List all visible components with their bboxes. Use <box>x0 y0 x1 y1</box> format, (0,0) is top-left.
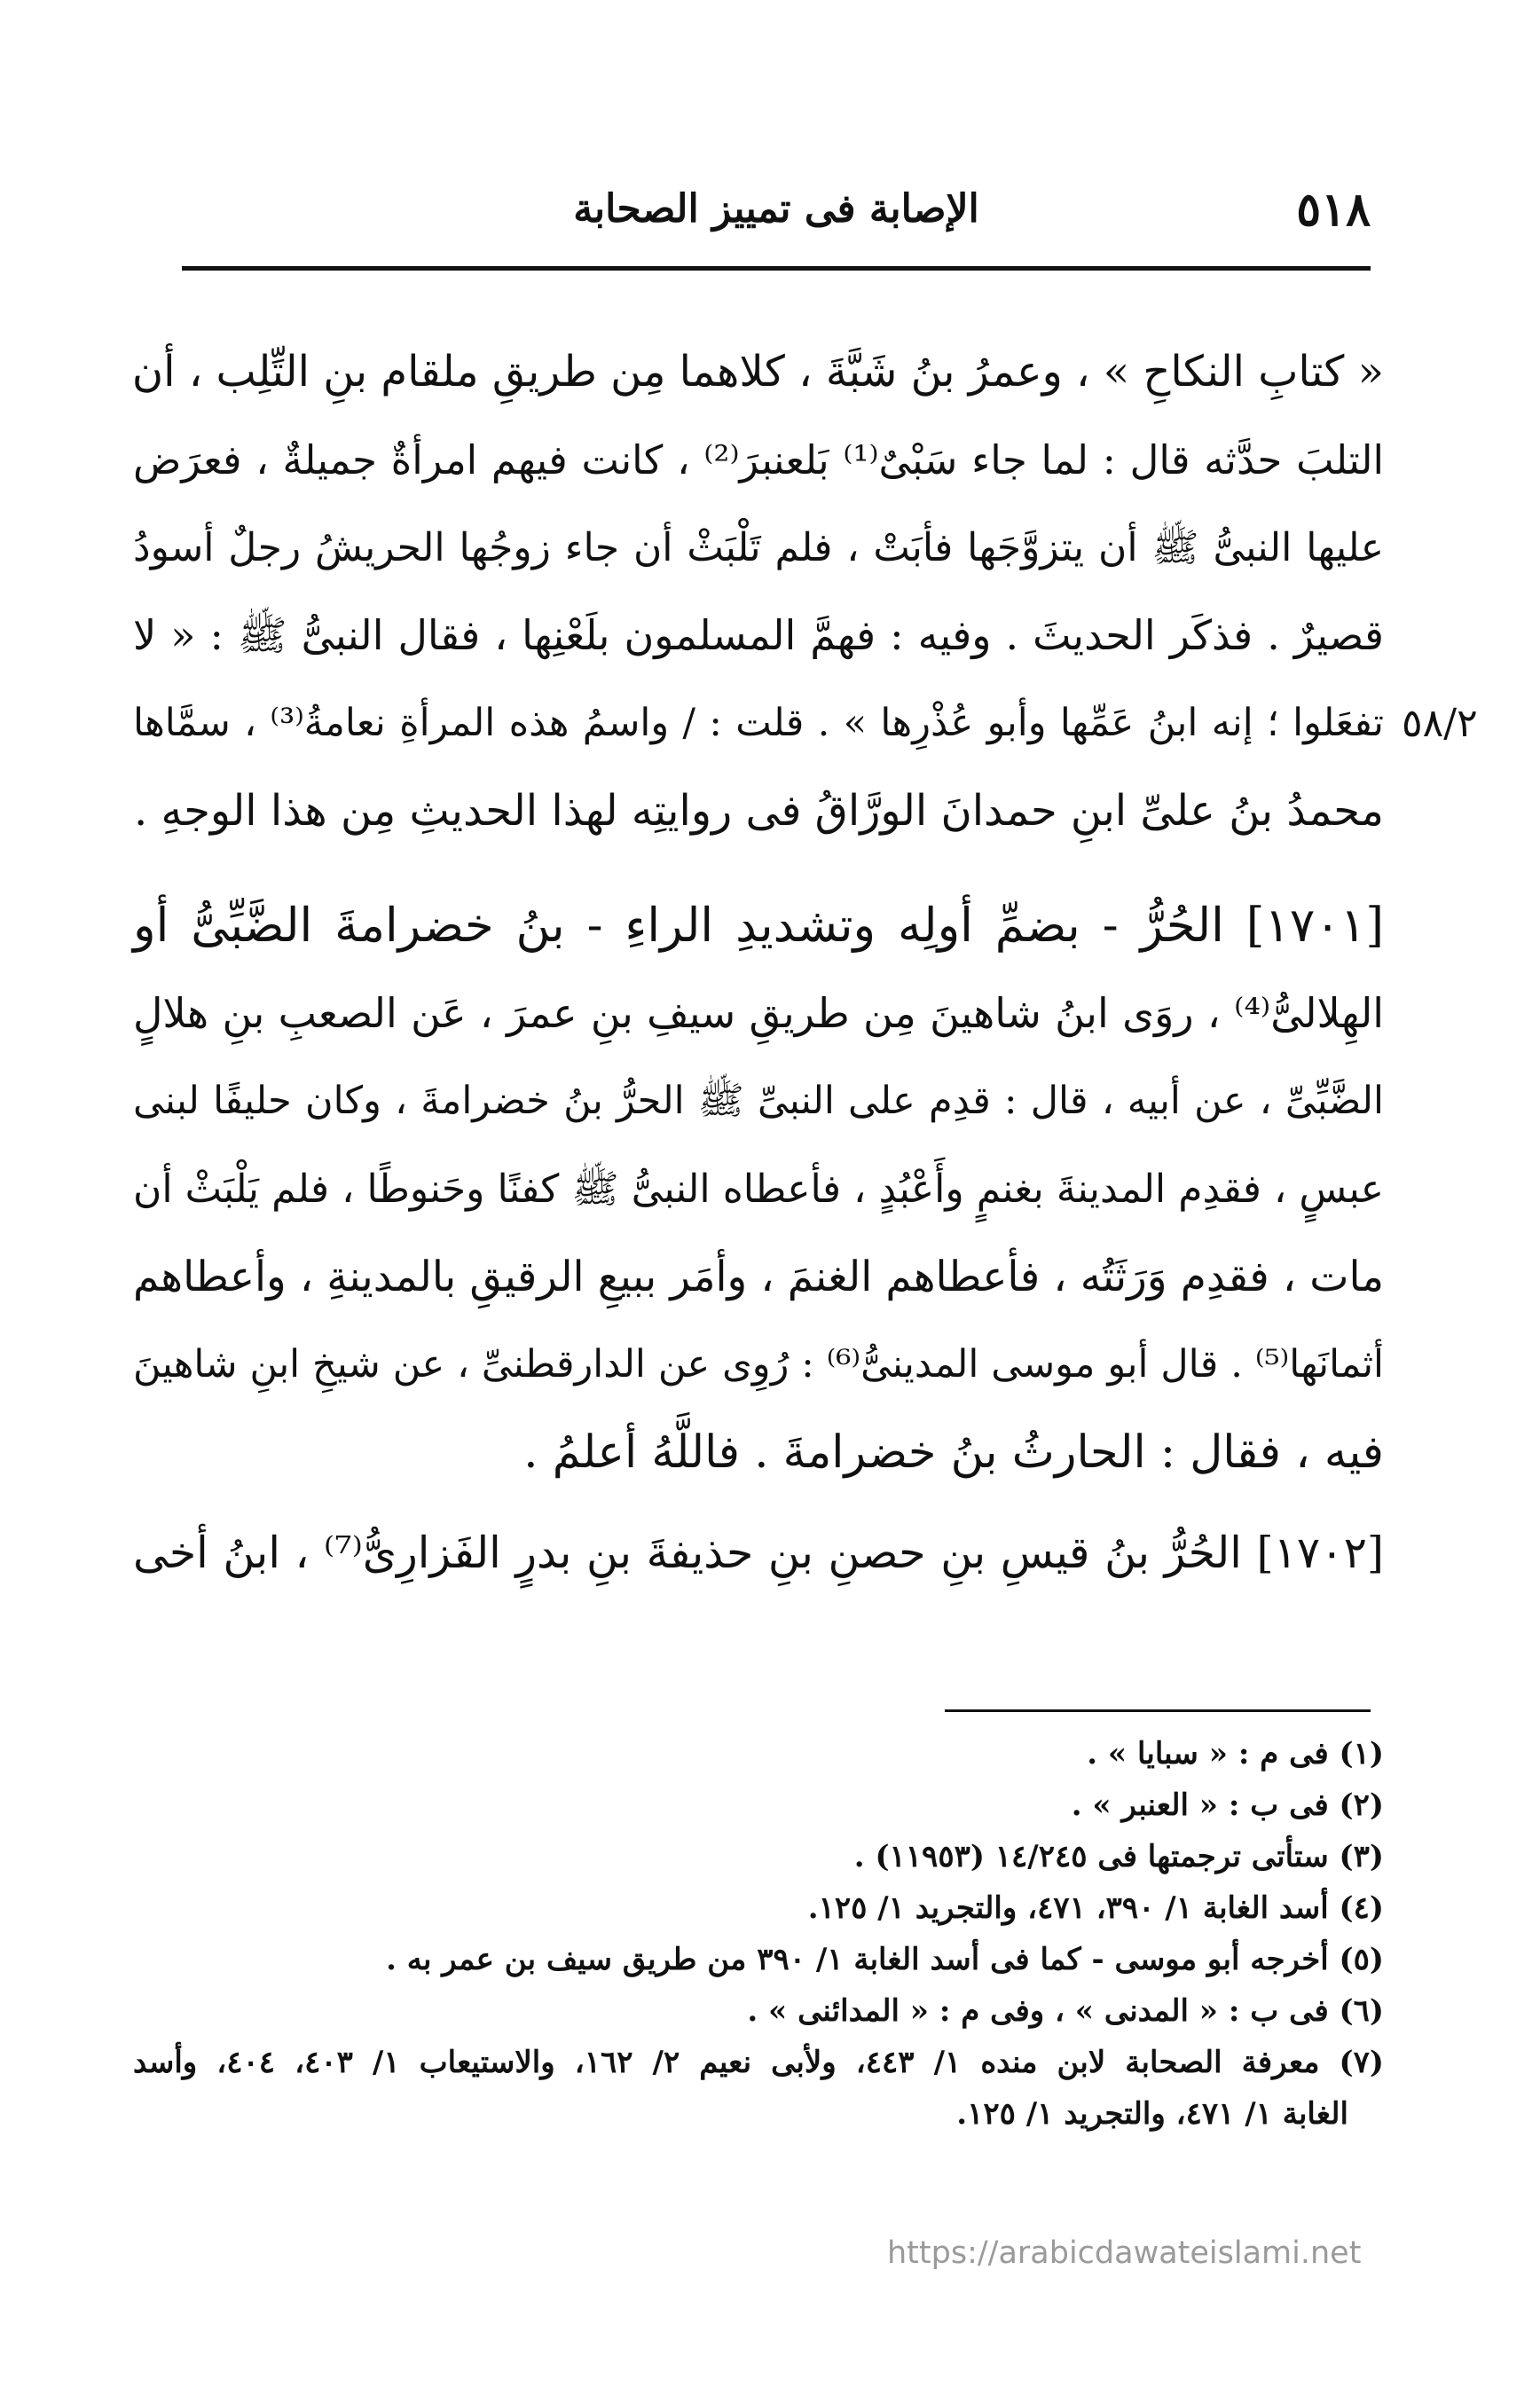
text-line: قصيرٌ . فذكَر الحديثَ . وفيه : فهمَّ المسلمون بلَعْنِها ، فقال النبىُّ ﷺ : « لا <box>133 611 1384 659</box>
text-line: تفعَلوا ؛ إنه ابنُ عَمِّها وأبو عُذْرِها » . قلت : / واسمُ هذه المرأةِ نعامةُ⁽³⁾ ، سمَّاها <box>133 701 1385 745</box>
watermark-url: https://arabicdawateislami.net <box>887 2235 1362 2271</box>
text-line: « كتابِ النكاحِ » ، وعمرُ بنُ شَبَّةَ ، كلاهما مِن طريقِ ملقام بنِ التِّلِب ، أن <box>131 347 1384 397</box>
page-header <box>182 177 1371 248</box>
text-line: عبسٍ ، فقدِم المدينةَ بغنمٍ وأَعْبُدٍ ، فأعطاه النبىُّ ﷺ كفنًا وحَنوطًا ، فلم يَلْبَثْ أن <box>133 1167 1384 1212</box>
margin-page-reference: ٥٨/٢ <box>1402 701 1478 746</box>
page-number: ٥١٨ <box>1296 183 1371 237</box>
footnote-5: (٥) أخرجه أبو موسى - كما فى أسد الغابة ١/ ٣٩٠ من طريق سيف بن عمر به . <box>386 1942 1384 1977</box>
text-line: الهِلالىُّ⁽⁴⁾ ، روَى ابنُ شاهينَ مِن طريقِ سيفِ بنِ عمرَ ، عَن الصعبِ بنِ هلالٍ <box>133 989 1384 1037</box>
footnote-rule <box>945 1709 1371 1712</box>
paragraph-gap <box>133 855 1384 882</box>
footnotes <box>133 1728 1384 2140</box>
footnote-7: (٧) معرفة الصحابة لابن منده ١/ ٤٤٣، ولأبى نعيم ٢/ ١٦٢، والاستيعاب ١/ ٤٠٣، ٤٠٤، وأسد <box>133 2045 1384 2080</box>
footnote-2: (٢) فى ب : « العنبر » . <box>1071 1787 1384 1823</box>
running-title: الإصابة فى تمييز الصحابة <box>573 186 979 232</box>
text-line: التلبَ حدَّثه قال : لما جاء سَبْىٌ⁽¹⁾ بَلعنبرَ⁽²⁾ ، كانت فيهم امرأةٌ جميلةٌ ، فعرَض <box>133 436 1385 483</box>
footnote-3: (٣) ستأتى ترجمتها فى ١٤/٢٤٥ (١١٩٥٣) . <box>853 1839 1384 1874</box>
text-line: أثمانَها⁽⁵⁾ . قال أبو موسى المدينىُّ⁽⁶⁾ : رُوِى عن الدارقطنىِّ ، عن شيخِ ابنِ شاهينَ <box>133 1342 1384 1387</box>
text-line: عليها النبىُّ ﷺ أن يتزوَّجَها فأبَتْ ، فلم تَلْبَثْ أن جاء زوجُها الحريشُ رجلٌ أسودُ <box>133 525 1384 570</box>
footnote-7-continued: الغابة ١/ ٤٧١، والتجريد ١/ ١٢٥. <box>956 2096 1348 2132</box>
footnote-6: (٦) فى ب : « المدنى » ، وفى م : « المدائنى » . <box>747 1993 1384 2029</box>
header-rule <box>182 266 1371 271</box>
footnote-4: (٤) أسد الغابة ١/ ٣٩٠، ٤٧١، والتجريد ١/ ١٢٥. <box>807 1890 1384 1926</box>
text-line: مات ، فقدِم وَرَثَتُه ، فأعطاهم الغنمَ ، وأمَر ببيعِ الرقيقِ بالمدينةِ ، وأعطاهم <box>133 1253 1384 1301</box>
footnote-1: (١) فى م : « سبايا » . <box>1087 1736 1384 1772</box>
text-line: محمدُ بنُ علىِّ ابنِ حمدانَ الورَّاقُ فى روايتِه لهذا الحديثِ مِن هذا الوجهِ . <box>133 786 1384 836</box>
main-text <box>133 328 1384 1597</box>
text-line: فيه ، فقال : الحارثُ بنُ خضرامةَ . فاللَّهُ أعلمُ . <box>523 1426 1384 1479</box>
entry-heading-1701: [١٧٠١] الحُرُّ - بضمِّ أولِه وتشديدِ الراءِ - بنُ خضرامةَ الضَّبِّىُّ أو <box>133 899 1384 953</box>
paragraph-gap <box>133 1497 1384 1509</box>
entry-heading-1702: [١٧٠٢] الحُرُّ بنُ قيسِ بنِ حصنِ بنِ حذيفةَ بنِ بدرٍ الفَزارِىُّ⁽⁷⁾ ، ابنُ أخى <box>133 1528 1385 1578</box>
text-line: الضَّبِّىِّ ، عن أبيه ، قال : قدِم على النبىِّ ﷺ الحرُّ بنُ خضرامةَ ، وكان حليفًا لبنى <box>133 1079 1384 1123</box>
